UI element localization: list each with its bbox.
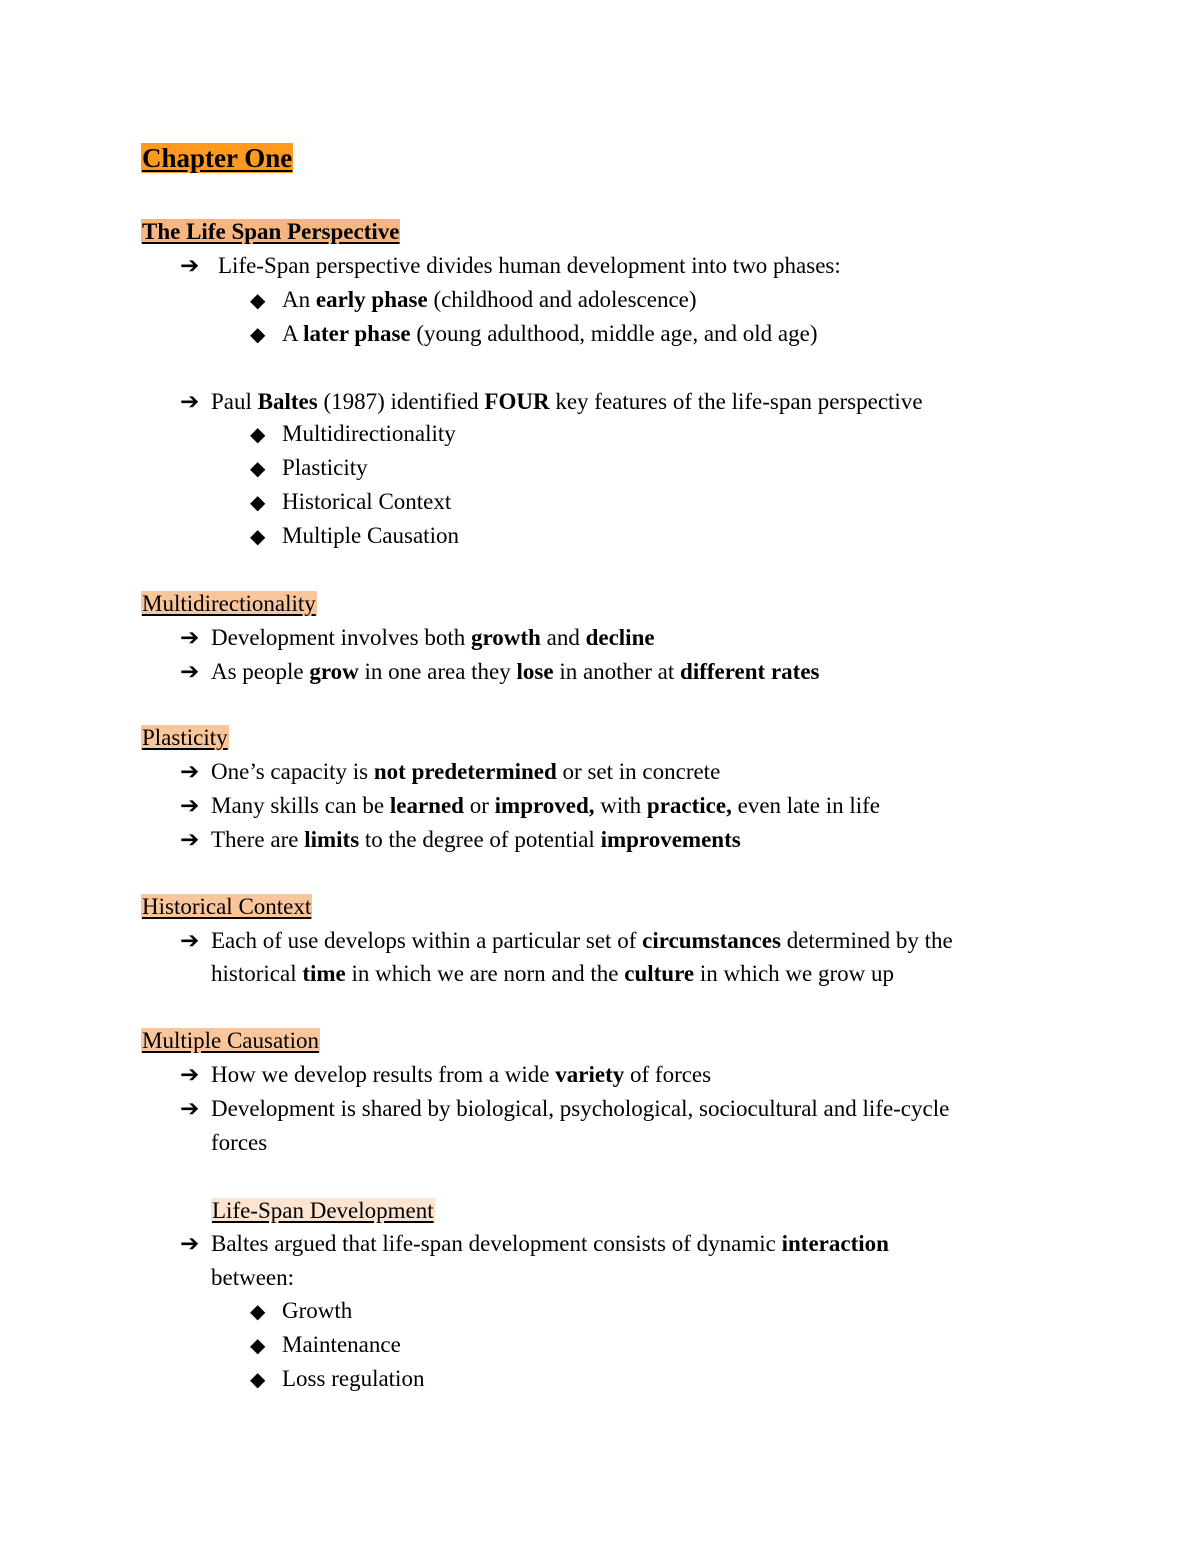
arrow-icon: ➔ (180, 1062, 200, 1088)
bullet-text: Many skills can be learned or improved, with practice, even late in life (211, 793, 881, 818)
sub-bullet-text: An early phase (childhood and adolescence) (282, 287, 697, 312)
bullet-text-continued: forces (211, 1130, 268, 1155)
list-item: Growth (282, 1298, 353, 1323)
section-heading: Life-Span Development (212, 1198, 434, 1223)
diamond-icon: ◆ (250, 456, 266, 480)
feature-item: Multiple Causation (282, 523, 459, 548)
arrow-icon: ➔ (180, 389, 200, 415)
feature-item: Plasticity (282, 455, 368, 480)
arrow-icon: ➔ (180, 659, 200, 685)
bullet-text: One’s capacity is not predetermined or set in concrete (211, 759, 721, 784)
arrow-icon: ➔ (180, 793, 200, 819)
arrow-icon: ➔ (180, 827, 200, 853)
bullet-text: Baltes argued that life-span development consists of dynamic interaction (211, 1231, 889, 1256)
bullet-text: Each of use develops within a particular set of circumstances determined by the (211, 928, 953, 953)
diamond-icon: ◆ (250, 1299, 266, 1323)
section-heading: Multiple Causation (142, 1028, 319, 1053)
arrow-icon: ➔ (180, 759, 200, 785)
diamond-icon: ◆ (250, 422, 266, 446)
section-heading: Multidirectionality (142, 591, 316, 616)
bullet-text: As people grow in one area they lose in another at different rates (211, 659, 820, 684)
bullet-text-continued: historical time in which we are norn and the culture in which we grow up (211, 961, 895, 986)
feature-item: Historical Context (282, 489, 452, 514)
chapter-title: Chapter One (142, 143, 293, 173)
diamond-icon: ◆ (250, 1367, 266, 1391)
feature-item: Multidirectionality (282, 421, 456, 446)
arrow-icon: ➔ (180, 1096, 200, 1122)
section-heading: Plasticity (142, 725, 228, 750)
bullet-text-continued: between: (211, 1265, 295, 1290)
diamond-icon: ◆ (250, 490, 266, 514)
diamond-icon: ◆ (250, 288, 266, 312)
bullet-text: Life-Span perspective divides human development into two phases: (218, 253, 841, 278)
arrow-icon: ➔ (180, 1231, 200, 1257)
diamond-icon: ◆ (250, 524, 266, 548)
diamond-icon: ◆ (250, 1333, 266, 1357)
bullet-text: There are limits to the degree of potential improvements (211, 827, 741, 852)
arrow-icon: ➔ (180, 625, 200, 651)
diamond-icon: ◆ (250, 322, 266, 346)
bullet-text: Development involves both growth and decline (211, 625, 655, 650)
bullet-text: Development is shared by biological, psychological, sociocultural and life-cycle (211, 1096, 950, 1121)
arrow-icon: ➔ (180, 253, 200, 279)
bullet-text: Paul Baltes (1987) identified FOUR key features of the life-span perspective (211, 389, 923, 414)
section-heading: The Life Span Perspective (142, 219, 400, 244)
list-item: Maintenance (282, 1332, 401, 1357)
arrow-icon: ➔ (180, 928, 200, 954)
list-item: Loss regulation (282, 1366, 425, 1391)
bullet-text: How we develop results from a wide variety of forces (211, 1062, 712, 1087)
sub-bullet-text: A later phase (young adulthood, middle age, and old age) (282, 321, 818, 346)
section-heading: Historical Context (142, 894, 312, 919)
